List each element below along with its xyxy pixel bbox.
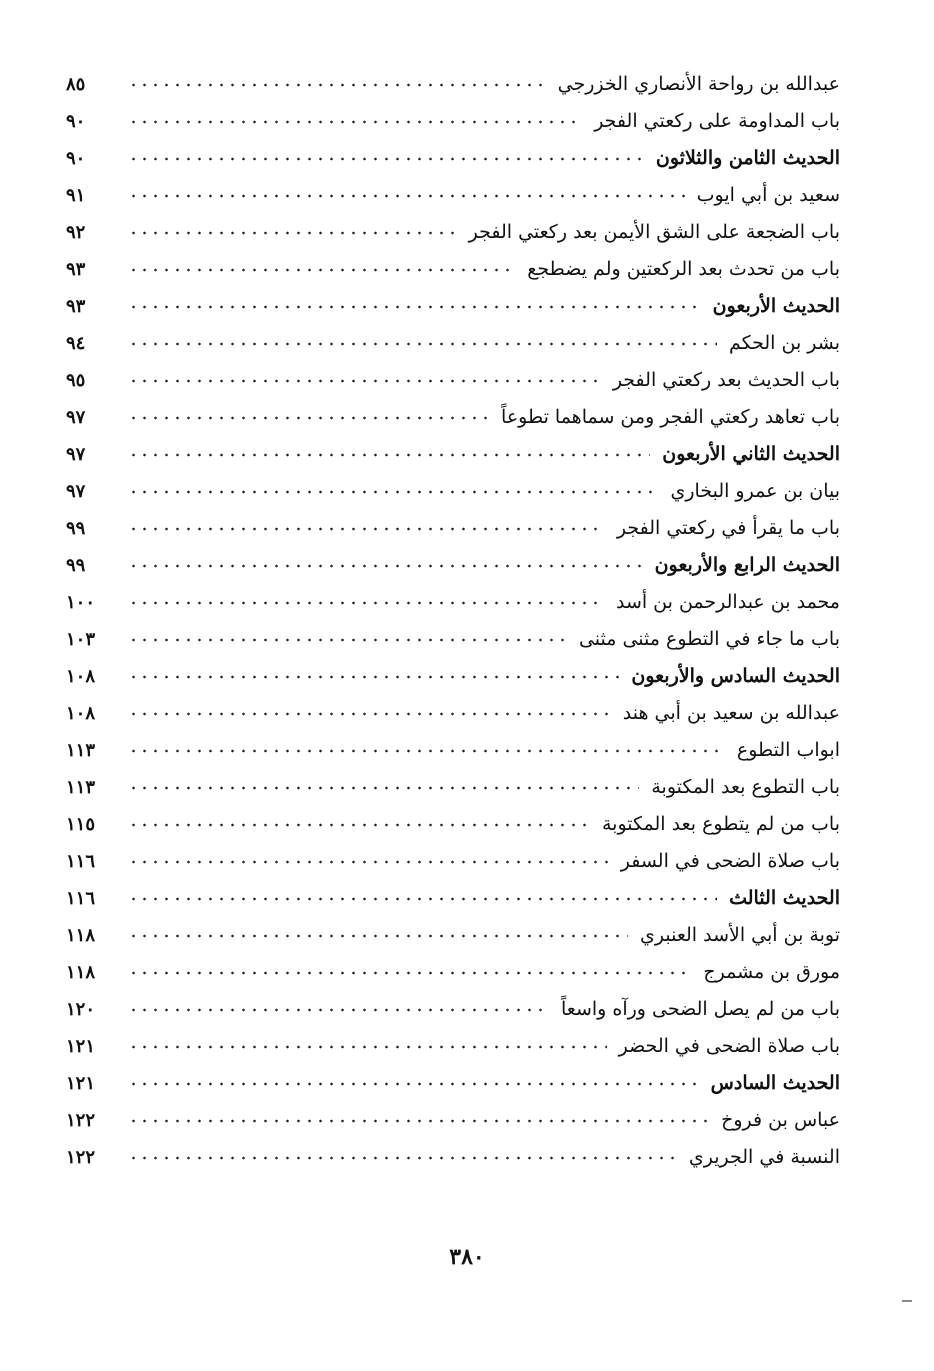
toc-page-number: ١١٣ bbox=[66, 777, 96, 798]
dot-leader bbox=[128, 860, 609, 864]
dot-leader bbox=[128, 83, 546, 87]
toc-page-number: ١٢٢ bbox=[66, 1110, 96, 1131]
toc-entry-row bbox=[66, 806, 840, 843]
toc-heading-row bbox=[66, 658, 840, 695]
toc-entry-title: الحديث الأربعون bbox=[712, 295, 840, 317]
toc-entry-title: الحديث الرابع والأربعون bbox=[654, 554, 840, 576]
toc-entry-title: مورق بن مشمرج bbox=[703, 961, 840, 983]
dot-leader bbox=[128, 194, 685, 198]
toc-page-number: ١٢٠ bbox=[66, 999, 96, 1020]
dot-leader bbox=[128, 675, 619, 679]
toc-page-number: ١٠٨ bbox=[66, 703, 96, 724]
toc-entry-row bbox=[66, 103, 840, 140]
toc-entry-title: بيان بن عمرو البخاري bbox=[670, 480, 840, 502]
dot-leader bbox=[128, 527, 605, 531]
dot-leader bbox=[128, 416, 489, 420]
dot-leader bbox=[128, 305, 701, 309]
toc-entry-title: عباس بن فروخ bbox=[721, 1109, 840, 1131]
toc-entry-row bbox=[66, 214, 840, 251]
toc-entry-row bbox=[66, 991, 840, 1028]
dot-leader bbox=[128, 268, 515, 272]
scan-edge-mark bbox=[902, 1300, 912, 1302]
dot-leader bbox=[128, 897, 717, 901]
dot-leader bbox=[128, 120, 582, 124]
toc-entry-title: باب صلاة الضحى في الحضر bbox=[618, 1035, 840, 1057]
toc-entry-title: الحديث الثامن والثلاثون bbox=[655, 147, 840, 169]
toc-entry-title: باب من لم يتطوع بعد المكتوبة bbox=[602, 813, 840, 835]
toc-page-number: ١٠٠ bbox=[66, 592, 96, 613]
dot-leader bbox=[128, 749, 725, 753]
toc-entry-row bbox=[66, 473, 840, 510]
dot-leader bbox=[128, 971, 691, 975]
toc-entry-row bbox=[66, 732, 840, 769]
toc-entry-title: توبة بن أبي الأسد العنبري bbox=[640, 924, 840, 946]
toc-page-number: ١١٦ bbox=[66, 851, 96, 872]
toc-page-number: ٩٢ bbox=[66, 222, 86, 243]
toc-entry-title: باب الضجعة على الشق الأيمن بعد ركعتي الفجر bbox=[468, 221, 840, 243]
toc-page-number: ١٠٣ bbox=[66, 629, 96, 650]
toc-entry-row bbox=[66, 1028, 840, 1065]
toc-entry-title: عبدالله بن رواحة الأنصاري الخزرجي bbox=[557, 73, 840, 95]
toc-entry-row bbox=[66, 177, 840, 214]
toc-entry-row bbox=[66, 251, 840, 288]
dot-leader bbox=[128, 157, 644, 161]
toc-heading-row bbox=[66, 436, 840, 473]
toc-entry-title: عبدالله بن سعيد بن أبي هند bbox=[622, 702, 840, 724]
toc-entry-title: الحديث السادس والأربعون bbox=[631, 665, 840, 687]
toc-heading-row bbox=[66, 880, 840, 917]
dot-leader bbox=[128, 1082, 699, 1086]
toc-page-number: ١١٥ bbox=[66, 814, 96, 835]
dot-leader bbox=[128, 934, 628, 938]
dot-leader bbox=[128, 453, 650, 457]
dot-leader bbox=[128, 564, 643, 568]
toc-entry-row bbox=[66, 1102, 840, 1139]
toc-entry-title: باب ما جاء في التطوع مثنى مثنى bbox=[578, 628, 840, 650]
page-number: ٣٨٠ bbox=[449, 1244, 485, 1270]
toc-heading-row bbox=[66, 547, 840, 584]
toc-entry-row bbox=[66, 66, 840, 103]
toc-page-number: ٩٧ bbox=[66, 444, 86, 465]
toc-entry-row bbox=[66, 954, 840, 991]
toc-entry-row bbox=[66, 584, 840, 621]
toc-entry-title: الحديث الثالث bbox=[729, 887, 840, 909]
toc-page-number: ٩٧ bbox=[66, 407, 86, 428]
toc-entry-title: الحديث السادس bbox=[710, 1072, 840, 1094]
toc-page-number: ٩٩ bbox=[66, 555, 86, 576]
dot-leader bbox=[128, 823, 590, 827]
toc-page-number: ١٠٨ bbox=[66, 666, 96, 687]
toc-page-number: ٩٩ bbox=[66, 518, 86, 539]
toc-page-number: ٨٥ bbox=[66, 74, 86, 95]
toc-entry-title: بشر بن الحكم bbox=[728, 332, 840, 354]
toc-entry-title: باب من تحدث بعد الركعتين ولم يضطجع bbox=[527, 258, 840, 280]
toc-entry-row bbox=[66, 621, 840, 658]
toc-entry-row bbox=[66, 769, 840, 806]
dot-leader bbox=[128, 379, 601, 383]
toc-entry-row bbox=[66, 362, 840, 399]
toc-page-number: ٩٣ bbox=[66, 296, 86, 317]
toc-entry-title: ابواب التطوع bbox=[736, 739, 840, 761]
dot-leader bbox=[128, 231, 457, 235]
toc-entry-title: باب الحديث بعد ركعتي الفجر bbox=[612, 369, 840, 391]
toc-page-number: ٩٣ bbox=[66, 259, 86, 280]
toc-heading-row bbox=[66, 1065, 840, 1102]
dot-leader bbox=[128, 638, 567, 642]
toc-heading-row bbox=[66, 288, 840, 325]
toc-page-number: ٩٤ bbox=[66, 333, 86, 354]
toc-entry-title: النسبة في الجريري bbox=[688, 1146, 840, 1168]
toc-entry-title: محمد بن عبدالرحمن بن أسد bbox=[615, 591, 840, 613]
dot-leader bbox=[128, 712, 611, 716]
toc-entry-title: باب التطوع بعد المكتوبة bbox=[651, 776, 840, 798]
toc-page-number: ١٢١ bbox=[66, 1036, 96, 1057]
toc-entry-row bbox=[66, 843, 840, 880]
toc-page-number: ٩٧ bbox=[66, 481, 86, 502]
toc-page-number: ١٢١ bbox=[66, 1073, 96, 1094]
toc-entry-title: باب ما يقرأ في ركعتي الفجر bbox=[616, 517, 840, 539]
toc-page-number: ٩٥ bbox=[66, 370, 86, 391]
toc-entry-row bbox=[66, 917, 840, 954]
toc-page-number: ٩١ bbox=[66, 185, 86, 206]
toc-entry-row bbox=[66, 399, 840, 436]
toc-entry-title: سعيد بن أبي ايوب bbox=[696, 184, 840, 206]
table-of-contents bbox=[66, 66, 840, 1176]
toc-entry-title: باب تعاهد ركعتي الفجر ومن سماهما تطوعاً bbox=[501, 406, 840, 428]
dot-leader bbox=[128, 1156, 677, 1160]
toc-entry-title: باب من لم يصل الضحى ورآه واسعاً bbox=[561, 998, 840, 1020]
dot-leader bbox=[128, 342, 717, 346]
toc-entry-row bbox=[66, 510, 840, 547]
toc-entry-title: الحديث الثاني الأربعون bbox=[662, 443, 840, 465]
toc-entry-row bbox=[66, 1139, 840, 1176]
toc-page-number: ١٢٢ bbox=[66, 1147, 96, 1168]
dot-leader bbox=[128, 786, 639, 790]
dot-leader bbox=[128, 1119, 709, 1123]
toc-page-number: ١١٨ bbox=[66, 962, 96, 983]
toc-entry-title: باب صلاة الضحى في السفر bbox=[620, 850, 840, 872]
dot-leader bbox=[128, 1008, 549, 1012]
toc-heading-row bbox=[66, 140, 840, 177]
dot-leader bbox=[128, 490, 658, 494]
toc-entry-row bbox=[66, 325, 840, 362]
toc-page-number: ٩٠ bbox=[66, 148, 86, 169]
dot-leader bbox=[128, 1045, 607, 1049]
toc-page-number: ١١٦ bbox=[66, 888, 96, 909]
toc-page-number: ٩٠ bbox=[66, 111, 86, 132]
toc-entry-title: باب المداومة على ركعتي الفجر bbox=[594, 110, 840, 132]
dot-leader bbox=[128, 601, 604, 605]
toc-entry-row bbox=[66, 695, 840, 732]
toc-page-number: ١١٨ bbox=[66, 925, 96, 946]
toc-page-number: ١١٣ bbox=[66, 740, 96, 761]
